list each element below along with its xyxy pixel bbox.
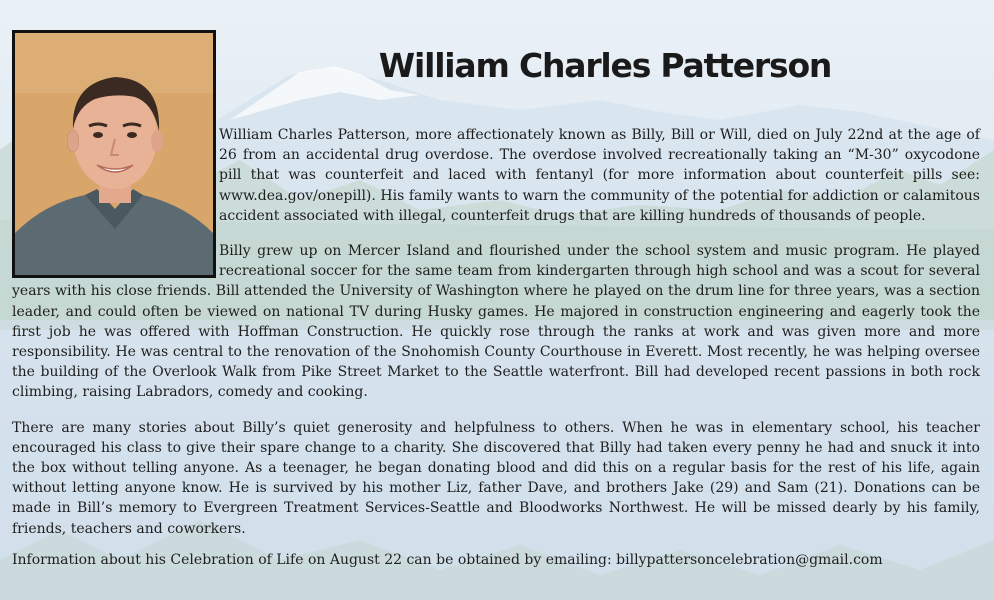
obituary-text bbox=[12, 125, 980, 585]
page-title: William Charles Patterson bbox=[378, 46, 832, 85]
paragraph-celebration-info: Information about his Celebration of Life on August 22 can be obtained by emailing: billypattersoncelebration@gmail.com bbox=[12, 551, 883, 568]
photo-wrap-spacer bbox=[12, 125, 219, 275]
paragraph-intro: William Charles Patterson, more affectionately known as Billy, Bill or Will, died on July 22nd at the age of 26 from an accidental drug overdose. The overdose involved recreationally taking an “M-30” oxycodone pill that was counterfeit and laced with fentanyl (for more information about counterfeit pills see: www.dea.gov/onepill). His family wants to warn the community of the potential for addiction or calamitous accident associated with illegal, counterfeit drugs that are killing hundreds of thousands of people. bbox=[219, 127, 980, 224]
paragraph-generosity: There are many stories about Billy’s quiet generosity and helpfulness to others. When he was in elementary school, his teacher encouraged his class to give their spare change to a charity. She discovered that Billy had taken every penny he had and snuck it into the box without telling anyone. As a teenager, he began donating blood and did this on a regular basis for the rest of his life, again without letting anyone know. He is survived by his mother Liz, father Dave, and brothers Jake (29) and Sam (21). Donations can be made in Bill’s memory to Evergreen Treatment Services-Seattle and Bloodworks Northwest. He will be missed dearly by his family, friends, teachers and coworkers. bbox=[12, 419, 980, 537]
paragraph-biography: Billy grew up on Mercer Island and flourished under the school system and music program. He played recreational soccer for the same team from kindergarten through high school and was a scout for several years with his close friends. Bill attended the University of Washington where he played on the drum line for three years, was a section leader, and could often be viewed on national TV during Husky games. He majored in construction engineering and eagerly took the first job he was offered with Hoffman Construction. He quickly rose through the ranks at work and was given more and more responsibility. He was central to the renovation of the Snohomish County Courthouse in Everett. Most recently, he was helping oversee the building of the Overlook Walk from Pike Street Market to the Seattle waterfront. Bill had developed recent passions in both rock climbing, raising Labradors, comedy and cooking. bbox=[12, 243, 980, 401]
